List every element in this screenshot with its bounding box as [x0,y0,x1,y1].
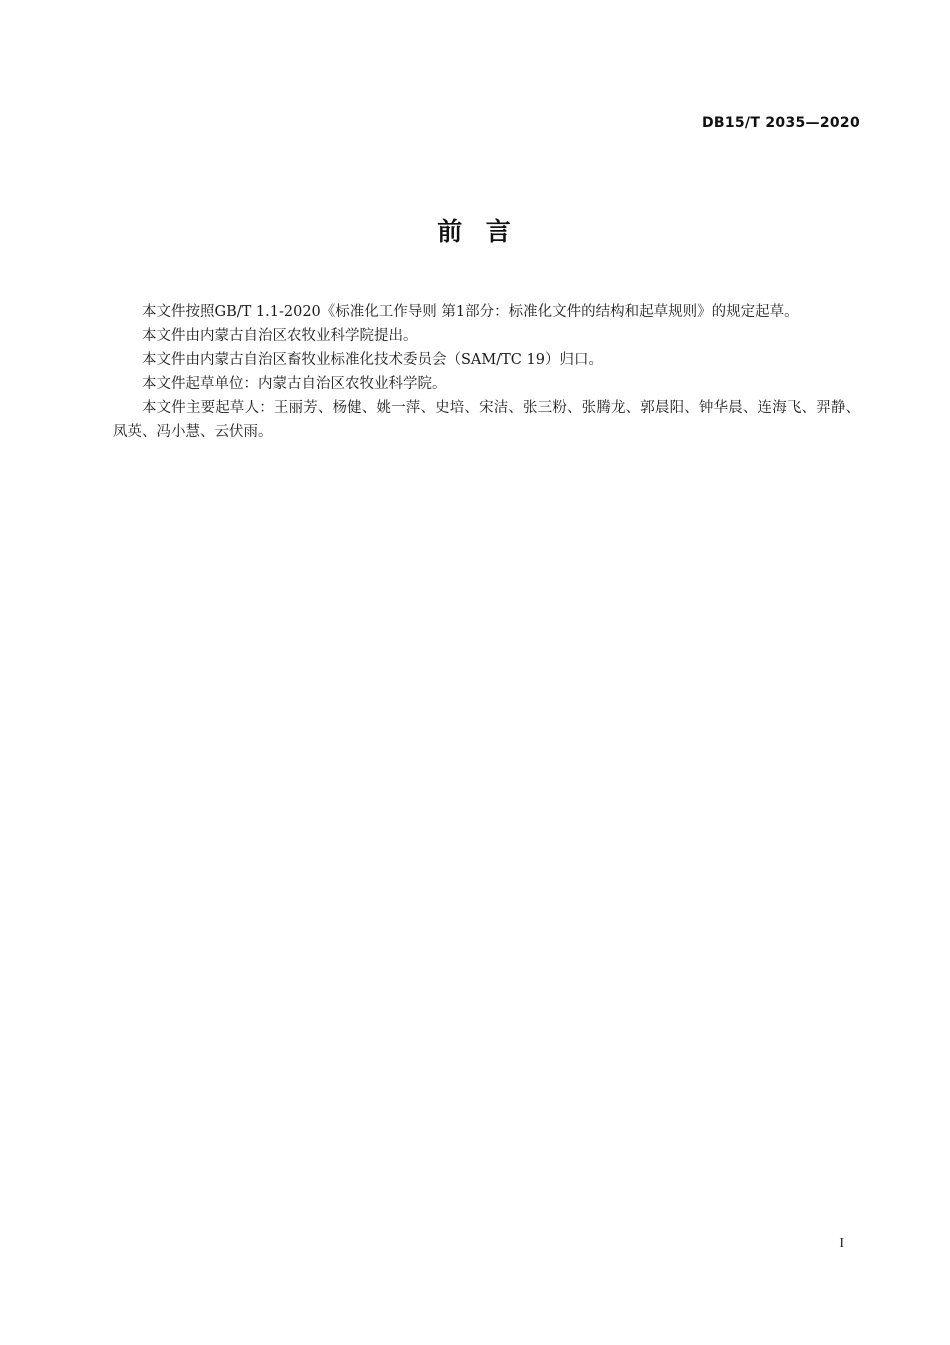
page-title: 前 言 [437,217,513,246]
paragraph-proposer: 本文件由内蒙古自治区农牧业科学院提出。 [142,328,418,344]
paragraph-drafting-unit: 本文件起草单位：内蒙古自治区农牧业科学院。 [142,376,447,392]
paragraph-drafters: 本文件主要起草人：王丽芳、杨健、姚一萍、史培、宋洁、张三粉、张腾龙、郭晨阳、钟华晨、连海飞、羿静、凤英、冯小慧、云伏雨。 [113,400,860,440]
paragraph-drafting-basis: 本文件按照GB/T 1.1-2020《标准化工作导则 第1部分：标准化文件的结构和起草规则》的规定起草。 [142,304,799,320]
foreword-body [113,300,860,444]
paragraph-committee: 本文件由内蒙古自治区畜牧业标准化技术委员会（SAM/TC 19）归口。 [142,352,603,368]
document-number: DB15/T 2035—2020 [701,115,860,131]
page-number: I [839,1236,844,1251]
